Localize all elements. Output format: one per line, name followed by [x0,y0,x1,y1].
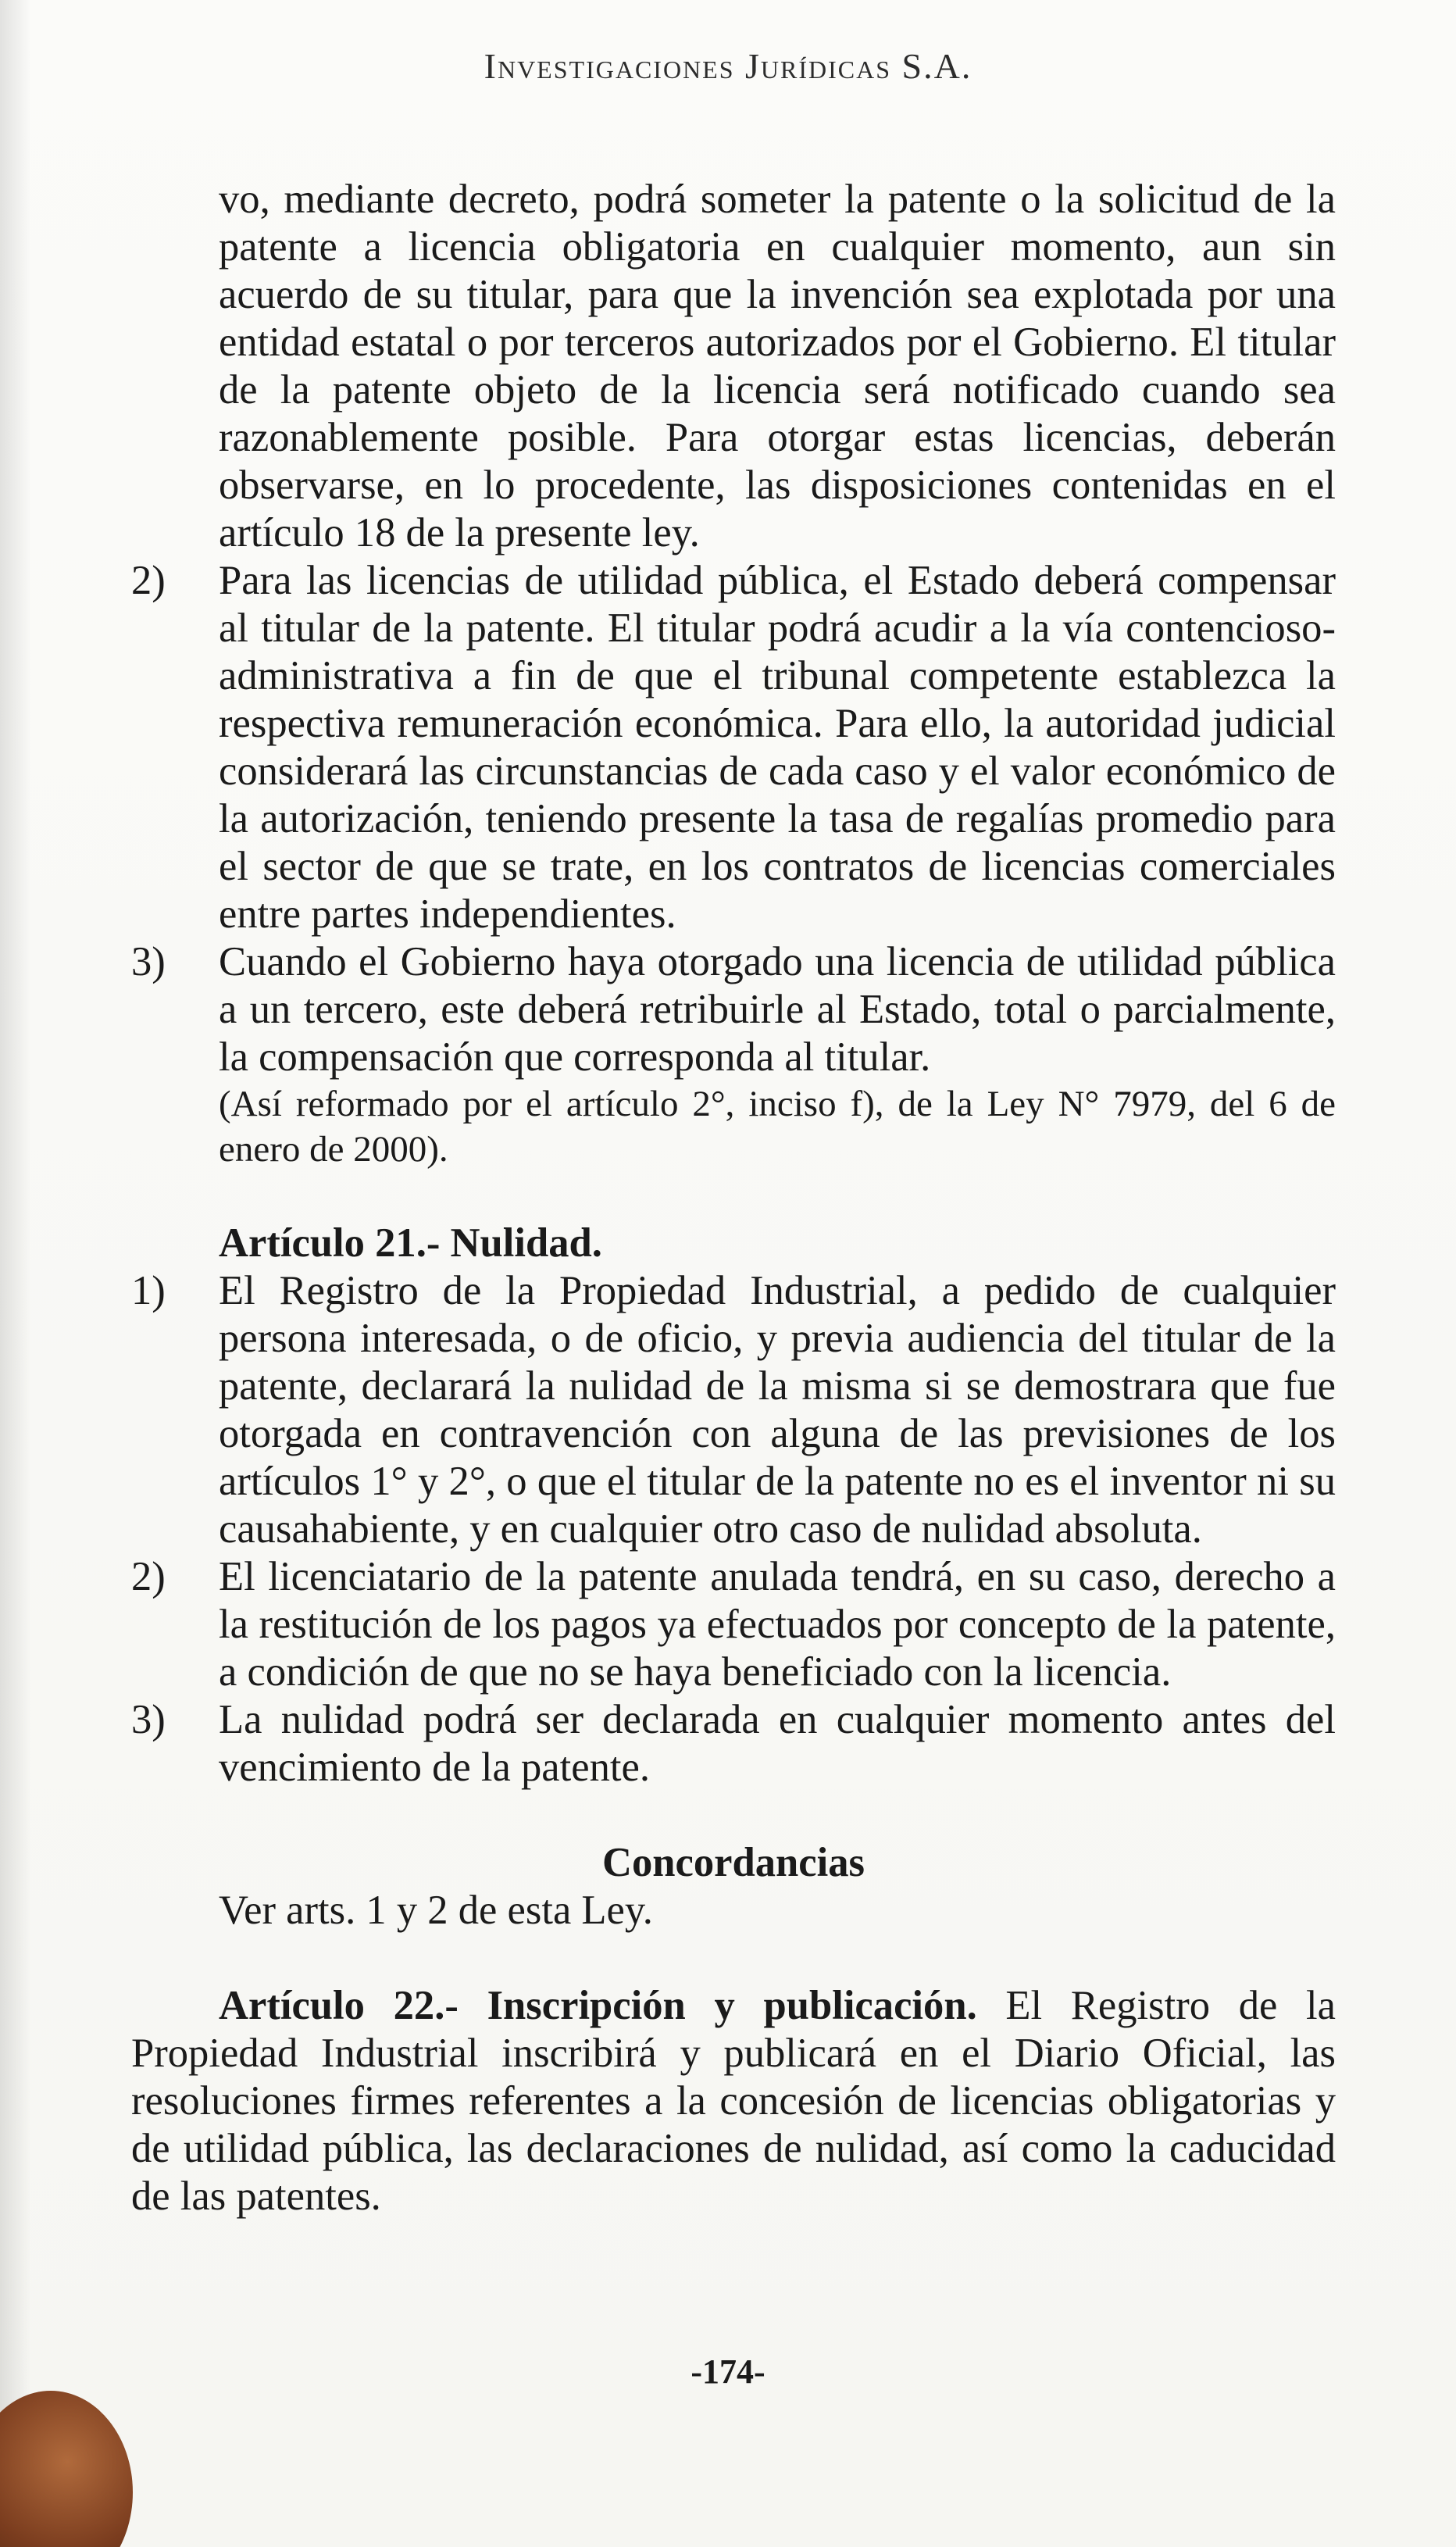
item-number: 1) [131,1268,166,1313]
item-number: 3) [131,1697,166,1742]
item-text: El licenciatario de la patente anulada tendrá, en su caso, derecho a la restitución de los pagos ya efectuados por concepto de la patente, a condición de que no se haya beneficiado con la licencia. [219,1554,1336,1695]
item-number: 2) [131,558,166,603]
article-22-paragraph [131,1982,1336,2220]
intro-paragraph: vo, mediante decreto, podrá someter la patente o la solicitud de la patente a licencia obligatoria en cualquier momento, aun sin acuerdo de su titular, para que la invención sea explotada por una entidad estatal o por terceros autorizados por el Gobierno. El titular de la patente objeto de la licencia será notificado cuando sea razonablemente posible. Para otorgar estas licencias, deberán observarse, en lo procedente, las disposiciones contenidas en el artículo 18 de la presente ley. [219,177,1336,555]
article-22-title: Artículo 22.- Inscripción y publicación. [219,1983,977,2028]
list-item [131,557,1336,938]
item-number: 2) [131,1554,166,1599]
item-text: El Registro de la Propiedad Industrial, a pedido de cualquier persona interesada, o de oficio, y previa audiencia del titular de la patente, declarará la nulidad de la misma si se demostrara que fue otorgada en contravención con alguna de las previsiones de los artículos 1° y 2°, o que el titular de la patente no es el inventor ni su causahabiente, y en cualquier otro caso de nulidad absoluta. [219,1268,1336,1552]
article-21-title: Artículo 21.- Nulidad. [219,1220,602,1266]
page-body [131,176,1336,2220]
list-item [131,1267,1336,1553]
page-gutter-shadow [0,0,31,2547]
list-item [131,1553,1336,1696]
list-item [131,1696,1336,1791]
list-item [131,938,1336,1081]
page-number: -174- [691,2352,765,2391]
concordancias-heading: Concordancias [601,1840,865,1885]
concordancias-text: Ver arts. 1 y 2 de esta Ley. [219,1888,653,1933]
reform-note: (Así reformado por el artículo 2°, inciso f), de la Ley N° 7979, del 6 de enero de 2000). [219,1084,1336,1170]
thumb-photo-artifact [0,2391,133,2547]
running-header: Investigaciones Jurídicas S.A. [484,46,972,86]
item-number: 3) [131,939,166,984]
item-text: Para las licencias de utilidad pública, el Estado deberá compensar al titular de la patente. El titular podrá acudir a la vía contencioso-administrativa a fin de que el tribunal competente establezca la respectiva remuneración económica. Para ello, la autoridad judicial considerará las circunstancias de cada caso y el valor económico de la autorización, teniendo presente la tasa de regalías promedio para el sector de que se trate, en los contratos de licencias comerciales entre partes independientes. [219,558,1336,937]
item-text: Cuando el Gobierno haya otorgado una licencia de utilidad pública a un tercero, este deberá retribuirle al Estado, total o parcialmente, la compensación que corresponda al titular. [219,939,1336,1080]
item-text: La nulidad podrá ser declarada en cualquier momento antes del vencimiento de la patente. [219,1697,1336,1790]
article-22-text: El Registro de la Propiedad Industrial inscribirá y publicará en el Diario Oficial, las resoluciones firmes referentes a la concesión de licencias obligatorias y de utilidad pública, las declaraciones de nulidad, así como la caducidad de las patentes. [131,1983,1336,2219]
